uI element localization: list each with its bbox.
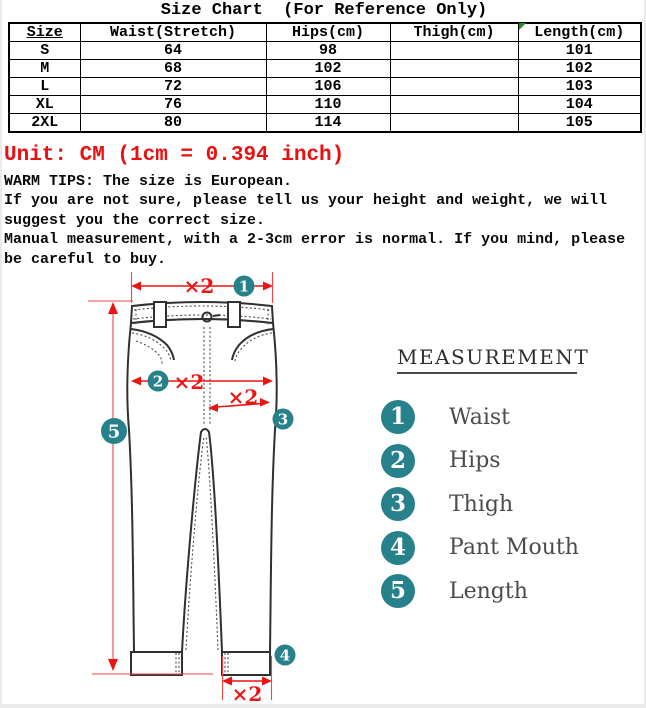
cell-size: 2XL <box>9 113 80 132</box>
cell-size: M <box>9 60 80 78</box>
cell-hips: 114 <box>266 113 390 132</box>
cell-waist: 72 <box>80 77 266 95</box>
cell-thigh <box>390 95 518 113</box>
image-edge-left <box>0 0 2 708</box>
tip-line: WARM TIPS: The size is European. <box>4 173 293 190</box>
marker-length: 5 <box>107 421 121 443</box>
dim-label-waist-x2: ×2 <box>183 274 215 298</box>
tip-line: Manual measurement, with a 2-3cm error is normal. If you mind, please <box>4 231 626 249</box>
legend-item-label: Thigh <box>449 491 514 517</box>
unit-note: Unit: CM (1cm = 0.394 inch) <box>4 144 345 167</box>
legend-item-waist <box>381 400 579 434</box>
cell-thigh <box>390 113 518 132</box>
table-row <box>9 95 641 113</box>
cell-length: 101 <box>518 42 641 60</box>
legend-item-label: Length <box>449 578 528 604</box>
marker-hips: 2 <box>152 372 164 391</box>
tip-line: be careful to buy. <box>4 250 167 268</box>
measurement-title: MEASUREMENT <box>397 345 577 374</box>
cell-length: 105 <box>518 113 641 132</box>
measurement-legend <box>381 400 579 618</box>
cell-size: XL <box>9 95 80 113</box>
legend-item-hips <box>381 444 579 478</box>
legend-item-label: Hips <box>449 448 501 473</box>
cell-waist: 76 <box>80 95 266 113</box>
table-header-row <box>9 23 641 42</box>
cell-comment-marker <box>519 23 526 30</box>
pants-diagram <box>78 263 318 708</box>
table-row <box>9 60 641 78</box>
tip-line: suggest you the correct size. <box>4 211 266 229</box>
legend-number-badge: 2 <box>381 444 415 478</box>
legend-item-length <box>381 574 579 608</box>
tip-line: If you are not sure, please tell us your height and weight, we will <box>4 192 608 210</box>
legend-item-thigh <box>381 487 579 521</box>
cell-waist: 80 <box>80 113 266 132</box>
cell-waist: 64 <box>80 42 266 60</box>
col-header-waist: Waist(Stretch) <box>80 23 266 42</box>
marker-waist: 1 <box>238 277 250 296</box>
legend-item-pant-mouth <box>381 531 579 565</box>
cell-thigh <box>390 77 518 95</box>
table-row <box>9 113 641 132</box>
cell-hips: 102 <box>266 60 390 78</box>
legend-item-label: Waist <box>449 404 510 430</box>
dim-label-thigh-x2: ×2 <box>227 385 259 409</box>
legend-number-badge: 3 <box>381 487 415 521</box>
cell-size: L <box>9 77 80 95</box>
cell-length: 103 <box>518 77 641 95</box>
table-row <box>9 77 641 95</box>
cell-hips: 98 <box>266 42 390 60</box>
dim-label-mouth-x2: ×2 <box>231 682 263 706</box>
legend-number-badge: 4 <box>381 531 415 565</box>
cell-hips: 110 <box>266 95 390 113</box>
dim-label-hips-x2: ×2 <box>173 370 205 394</box>
col-header-thigh: Thigh(cm) <box>390 23 518 42</box>
table-row <box>9 42 641 60</box>
col-header-length: Length(cm) <box>518 23 641 42</box>
legend-number-badge: 1 <box>381 400 415 434</box>
cell-hips: 106 <box>266 77 390 95</box>
cell-thigh <box>390 60 518 78</box>
col-header-hips: Hips(cm) <box>266 23 390 42</box>
warm-tips <box>4 172 625 269</box>
col-header-size: Size <box>9 23 80 42</box>
marker-thigh: 3 <box>277 410 289 429</box>
cell-length: 102 <box>518 60 641 78</box>
legend-number-badge: 5 <box>381 574 415 608</box>
size-chart-title: Size Chart (For Reference Only) <box>160 1 488 20</box>
pants-outline <box>127 302 276 675</box>
legend-item-label: Pant Mouth <box>449 535 579 560</box>
cell-length: 104 <box>518 95 641 113</box>
cell-waist: 68 <box>80 60 266 78</box>
marker-mouth: 4 <box>279 646 291 665</box>
cell-size: S <box>9 42 80 60</box>
size-chart-table <box>8 22 642 133</box>
cell-thigh <box>390 42 518 60</box>
